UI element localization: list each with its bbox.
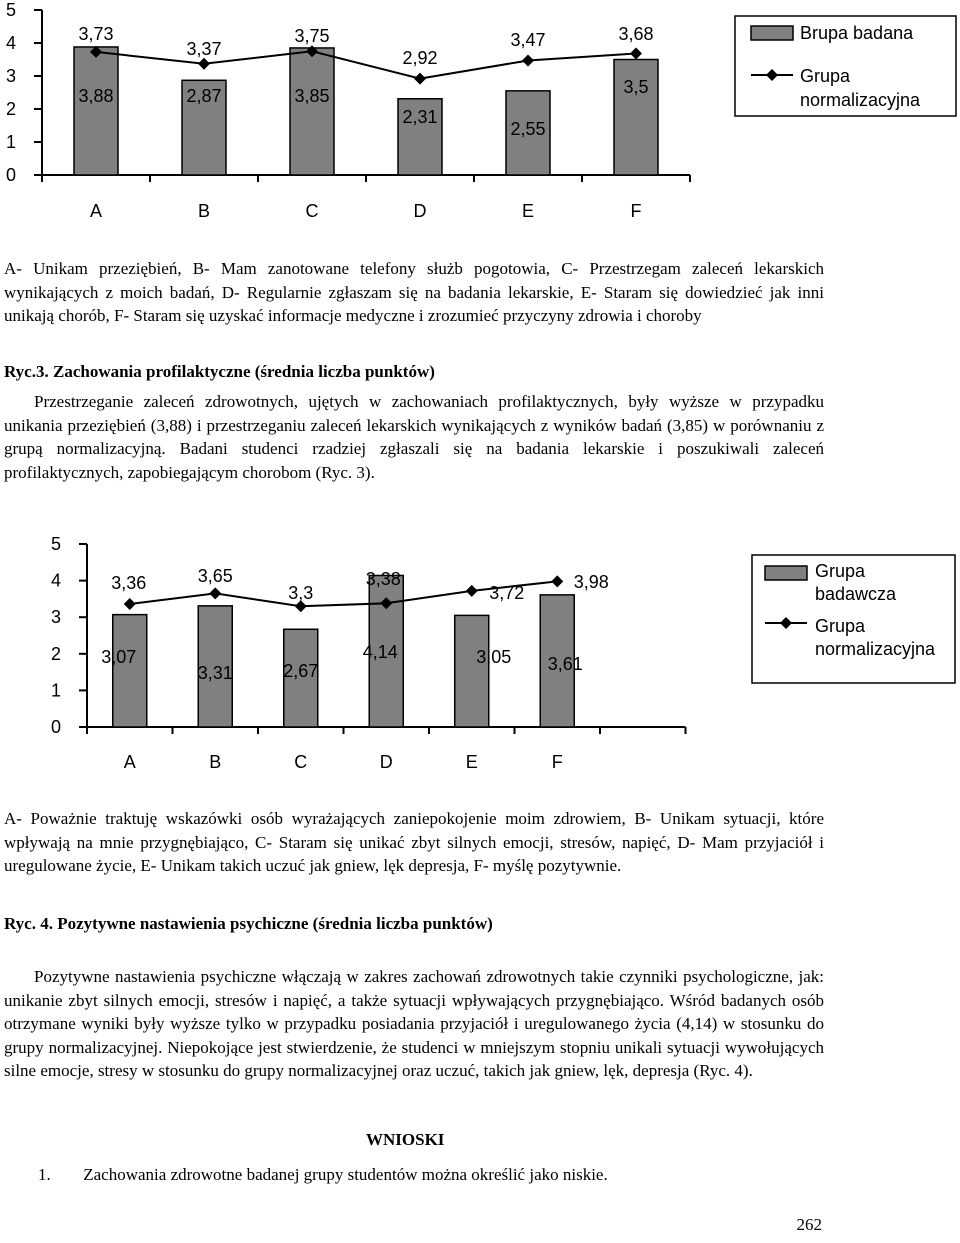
category-label: A — [89, 201, 103, 221]
page-number: 262 — [796, 1215, 822, 1234]
figure-3-caption: Ryc.3. Zachowania profilaktyczne (średnia liczba punktów) — [4, 362, 435, 381]
line-data-label: 3,37 — [186, 39, 222, 59]
category-label: A — [123, 752, 136, 772]
bar-data-label: 4,14 — [362, 642, 398, 662]
category-label: E — [521, 201, 535, 221]
category-label: C — [294, 752, 308, 772]
conclusion-text: Zachowania zdrowotne badanej grupy studentów można określić jako niskie. — [83, 1165, 608, 1184]
legend-bar-swatch — [751, 26, 793, 40]
line-data-label: 3,98 — [573, 572, 609, 592]
y-tick-label: 3 — [50, 607, 61, 628]
legend-bar-label: badawcza — [815, 584, 897, 604]
category-label: B — [197, 201, 211, 221]
bar-data-label: 2,31 — [402, 107, 438, 127]
line-marker — [209, 587, 221, 599]
paragraph-2: Pozytywne nastawienia psychiczne włączają w zakres zachowań zdrowotnych takie czynniki psychologiczne, jak: unikanie zbyt silnych emocji, stresów i napięć, a także sytuacji wpływających przygnębiająco. Wśród badanych osób otrzymane wyniki były wyższe tylko w przypadku posiadania przyjaciół i uregulowanego życia (4,14) w stosunku do grupy normalizacyjnej. Niepokojące jest stwierdzenie, że studenci w mniejszym stopniu unikali sytuacji wywołujących silne emocje, stresy w stosunku do grupy normalizacyjnej oraz uczuć, takich jak gniew, lęk, depresja (Ryc. 4). — [4, 967, 824, 1080]
line-data-label: 3,3 — [288, 583, 314, 603]
line-marker — [551, 575, 563, 587]
legend-line-label: normalizacyjna — [800, 90, 921, 110]
line-data-label: 3,38 — [365, 569, 401, 589]
figure-4-caption: Ryc. 4. Pozytywne nastawienia psychiczne (średnia liczba punktów) — [4, 914, 493, 933]
category-label: F — [630, 201, 642, 221]
line-series — [96, 51, 636, 78]
line-data-label: 3,73 — [78, 24, 114, 44]
y-tick-label: 2 — [50, 643, 61, 664]
category-label: C — [305, 201, 319, 221]
legend-line-label: Grupa — [815, 616, 866, 636]
line-data-label: 3,65 — [197, 566, 233, 586]
chart-2-svg — [0, 525, 960, 785]
line-data-label: 3,75 — [294, 26, 330, 46]
chart-1-description: A- Unikam przeziębień, B- Mam zanotowane telefony służb pogotowia, C- Przestrzegam zaleceń lekarskich wynikających z moich badań, D- Regularnie zgłaszam się na badania lekarskie, E- Staram się dowiedzieć jak inni unikają chorób, F- Staram się uzyskać informacje medyczne i zrozumieć przyczyny zdrowia i choroby — [4, 259, 824, 325]
y-tick-label: 2 — [5, 99, 16, 119]
line-data-label: 2,92 — [402, 48, 438, 68]
chart-2-description: A- Poważnie traktuję wskazówki osób wyrażających zaniepokojenie moim zdrowiem, B- Unikam sytuacji, które wpływają na mnie przygnębiająco, C- Staram się unikać zbyt silnych emocji, stresów, napięć, D- Mam przyjaciół i uregulowane życie, E- Unikam takich uczuć jak gniew, lęk depresja, F- myślę pozytywnie. — [4, 809, 824, 875]
conclusion-item — [38, 1165, 608, 1185]
category-label: D — [413, 201, 427, 221]
y-tick-label: 0 — [50, 717, 61, 737]
bar-data-label: 3,05 — [476, 647, 512, 667]
y-tick-label: 1 — [50, 680, 61, 701]
line-marker — [414, 73, 426, 85]
y-tick-label: 4 — [50, 570, 61, 591]
bar-data-label: 3,31 — [197, 663, 233, 683]
bar-data-label: 2,67 — [283, 661, 319, 681]
bar — [74, 47, 118, 175]
section-heading: WNIOSKI — [366, 1130, 445, 1149]
line-marker — [198, 58, 210, 70]
bar — [113, 615, 147, 727]
bar-data-label: 3,61 — [547, 654, 583, 674]
chart-1 — [0, 0, 960, 225]
line-data-label: 3,72 — [489, 583, 525, 603]
paragraph-1: Przestrzeganie zaleceń zdrowotnych, ujętych w zachowaniach profilaktycznych, były wyższe w przypadku unikania przeziębień (3,88) i przestrzeganiu zaleceń lekarskich wynikających z wyników badań (3,85) w porównaniu z grupą normalizacyjną. Badani studenci rzadziej zgłaszali się na badania lekarskie i poszukiwali zaleceń profilaktycznych, zapobiegającym chorobom (Ryc. 3). — [4, 392, 824, 482]
legend-line-label: normalizacyjna — [815, 639, 936, 659]
bar-data-label: 2,55 — [510, 119, 546, 139]
line-data-label: 3,36 — [111, 573, 147, 593]
legend-line-label: Grupa — [800, 66, 851, 86]
line-marker — [466, 585, 478, 597]
bar-data-label: 3,07 — [101, 647, 137, 667]
bar — [290, 48, 334, 175]
bar-data-label: 3,85 — [294, 86, 330, 106]
bar-data-label: 3,5 — [623, 77, 649, 97]
bar — [455, 615, 489, 727]
category-label: D — [379, 752, 393, 772]
line-data-label: 3,47 — [510, 30, 546, 50]
conclusion-number: 1. — [38, 1165, 51, 1184]
chart-1-svg — [0, 0, 960, 225]
legend-bar-label: Grupa — [815, 561, 866, 581]
category-label: E — [465, 752, 478, 772]
y-tick-label: 4 — [5, 33, 16, 53]
line-marker — [124, 598, 136, 610]
y-tick-label: 1 — [5, 132, 16, 152]
legend-bar-swatch — [765, 566, 807, 580]
chart-2 — [0, 525, 960, 785]
bar-data-label: 3,88 — [78, 86, 114, 106]
y-tick-label: 3 — [5, 66, 16, 86]
line-marker — [630, 48, 642, 60]
category-label: F — [551, 752, 563, 772]
category-label: B — [209, 752, 222, 772]
y-tick-label: 0 — [5, 165, 16, 185]
line-data-label: 3,68 — [618, 24, 654, 44]
bar-data-label: 2,87 — [186, 86, 222, 106]
y-tick-label: 5 — [5, 0, 16, 20]
legend-bar-label: Brupa badana — [800, 23, 914, 43]
line-marker — [522, 54, 534, 66]
y-tick-label: 5 — [50, 534, 61, 554]
